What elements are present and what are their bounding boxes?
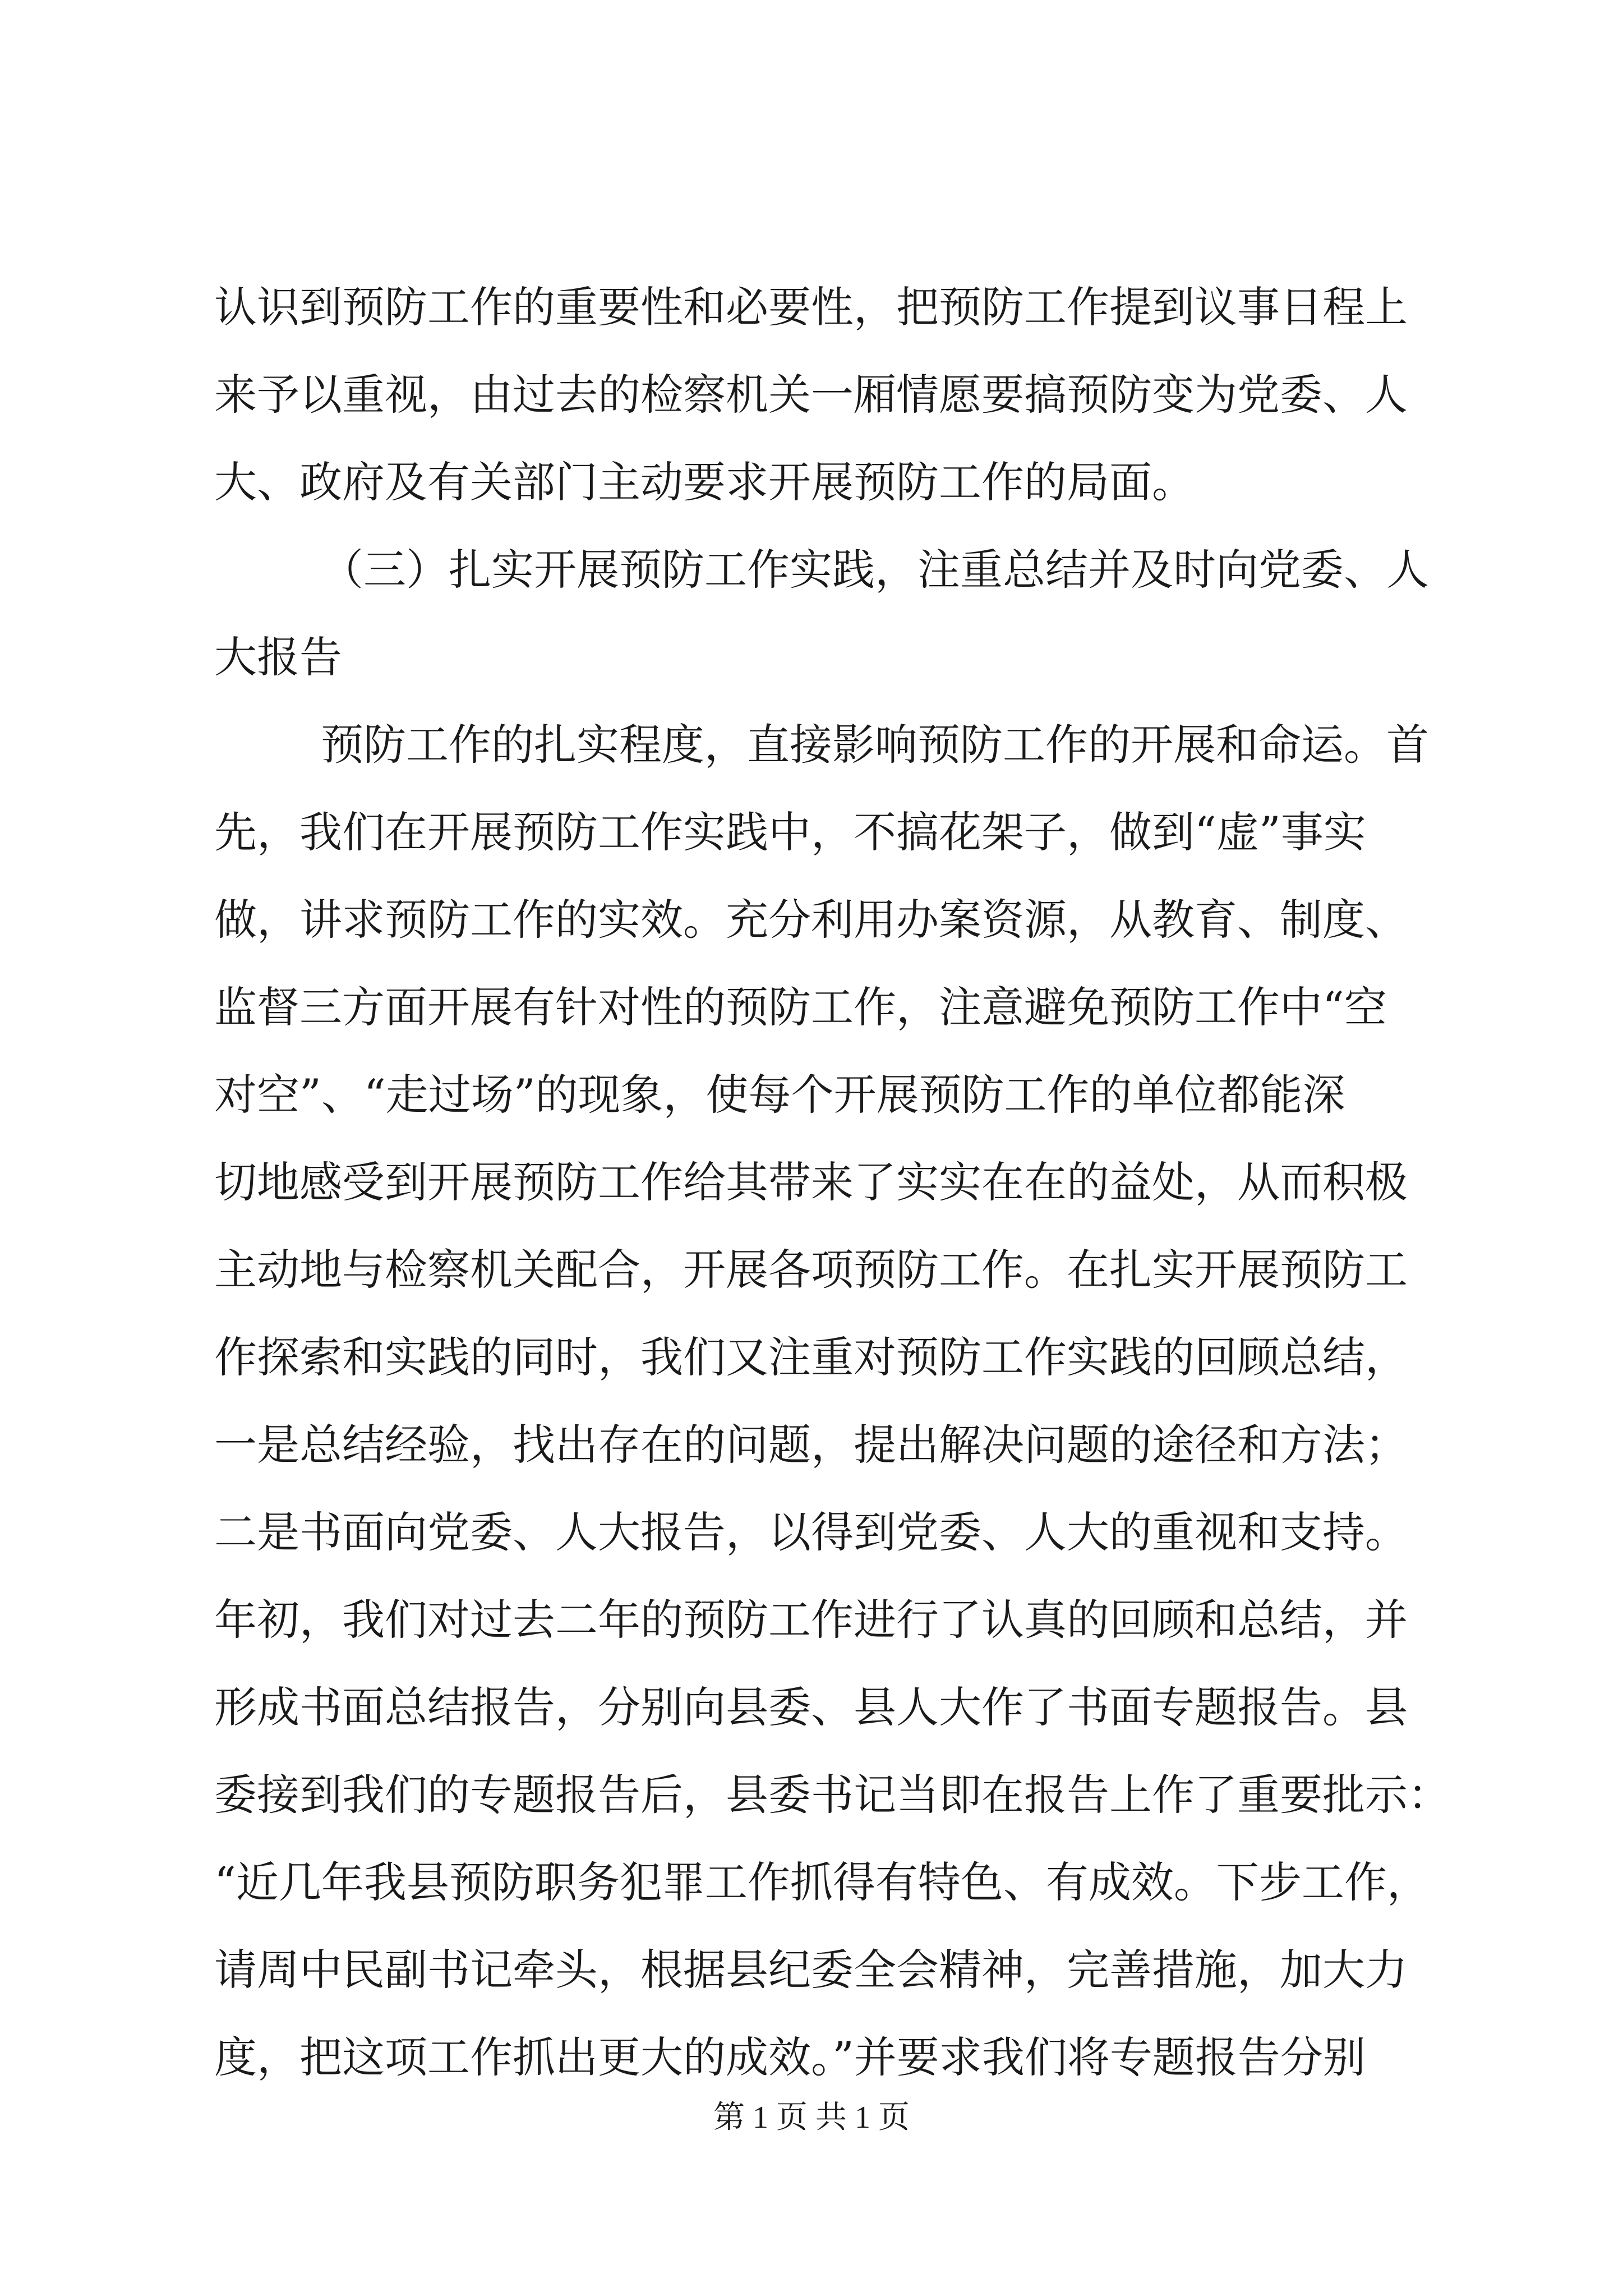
text-line: 二是书面向党委、人大报告，以得到党委、人大的重视和支持。 xyxy=(214,1507,1408,1557)
text-line: 先，我们在开展预防工作实践中，不搞花架子，做到“虚”事实 xyxy=(214,807,1366,857)
paragraph-start-line: 预防工作的扎实程度，直接影响预防工作的开展和命运。首 xyxy=(321,720,1429,770)
text-line: 度，把这项工作抓出更大的成效。”并要求我们将专题报告分别 xyxy=(214,2032,1366,2082)
text-line: 主动地与检察机关配合，开展各项预防工作。在扎实开展预防工 xyxy=(214,1245,1408,1295)
text-line: 年初，我们对过去二年的预防工作进行了认真的回顾和总结，并 xyxy=(214,1595,1408,1645)
document-body xyxy=(214,264,1450,2101)
text-line: “近几年我县预防职务犯罪工作抓得有特色、有成效。下步工作， xyxy=(214,1857,1430,1907)
text-line: 监督三方面开展有针对性的预防工作，注意避免预防工作中“空 xyxy=(214,982,1387,1032)
text-line: 委接到我们的专题报告后，县委书记当即在报告上作了重要批示： xyxy=(214,1770,1450,1820)
section-heading-line: （三）扎实开展预防工作实践，注重总结并及时向党委、人 xyxy=(321,545,1429,595)
text-line: 认识到预防工作的重要性和必要性，把预防工作提到议事日程上 xyxy=(214,282,1408,332)
text-line: 作探索和实践的同时，我们又注重对预防工作实践的回顾总结， xyxy=(214,1332,1408,1382)
text-line: 大、政府及有关部门主动要求开展预防工作的局面。 xyxy=(214,457,1195,507)
section-heading-line: 大报告 xyxy=(214,632,342,682)
text-line: 对空”、“走过场”的现象，使每个开展预防工作的单位都能深 xyxy=(214,1070,1345,1120)
text-line: 来予以重视，由过去的检察机关一厢情愿要搞预防变为党委、人 xyxy=(214,370,1408,420)
page-footer: 第 1 页 共 1 页 xyxy=(713,2100,910,2135)
text-line: 形成书面总结报告，分别向县委、县人大作了书面专题报告。县 xyxy=(214,1682,1408,1732)
text-line: 切地感受到开展预防工作给其带来了实实在在的益处，从而积极 xyxy=(214,1157,1408,1207)
text-line: 请周中民副书记牵头，根据县纪委全会精神，完善措施，加大力 xyxy=(214,1945,1408,1995)
text-line: 一是总结经验，找出存在的问题，提出解决问题的途径和方法； xyxy=(214,1420,1408,1470)
text-line: 做，讲求预防工作的实效。充分利用办案资源，从教育、制度、 xyxy=(214,895,1408,945)
